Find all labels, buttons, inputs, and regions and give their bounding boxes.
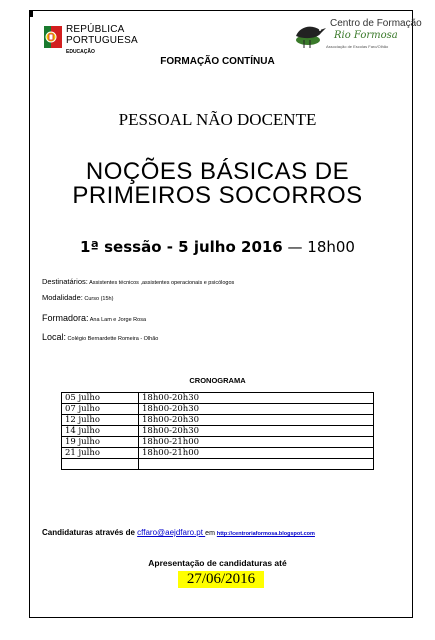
email-link[interactable]: cffaro@aejdfaro.pt <box>137 528 206 537</box>
modalidade-label: Modalidade: <box>42 293 83 302</box>
associacao-text: Associação de Escolas Faro/Olhão <box>326 44 389 49</box>
date-cell: 07 julho <box>62 404 139 415</box>
republica-text: REPÚBLICA <box>66 24 125 35</box>
date-cell: 14 julho <box>62 426 139 437</box>
formadora-label: Formadora: <box>42 313 89 323</box>
time-cell: 18h00-20h30 <box>139 426 374 437</box>
centro-formacao-logo <box>290 14 422 54</box>
time-cell: 18h00-20h30 <box>139 415 374 426</box>
date-cell: 05 julho <box>62 393 139 404</box>
session-date: 1ª sessão - 5 julho 2016 <box>80 238 283 256</box>
local-label: Local: <box>42 332 67 342</box>
session-time: 18h00 <box>307 238 355 256</box>
destinatarios-value: Assistentes técnicos ,assistentes operacionais e psicólogos <box>87 280 235 286</box>
modalidade-row <box>42 293 113 302</box>
cronograma-table <box>61 392 374 470</box>
session-line <box>0 238 435 256</box>
time-cell <box>139 459 374 470</box>
date-cell: 12 julho <box>62 415 139 426</box>
candidaturas-line <box>42 528 315 537</box>
table-row <box>62 448 374 459</box>
republica-portuguesa-logo <box>44 24 184 58</box>
table-row <box>62 437 374 448</box>
table-row <box>62 404 374 415</box>
audience-heading: PESSOAL NÃO DOCENTE <box>118 110 317 129</box>
table-row <box>62 459 374 470</box>
table-row <box>62 426 374 437</box>
educacao-text: EDUCAÇÃO <box>66 49 95 55</box>
time-cell: 18h00-20h30 <box>139 393 374 404</box>
formadora-value: Ana Lam e Jorge Rosa <box>88 317 147 323</box>
date-cell <box>62 459 139 470</box>
formadora-row <box>42 313 146 323</box>
centro-formacao-text: Centro de Formação <box>330 18 422 29</box>
time-cell: 18h00-21h00 <box>139 437 374 448</box>
cronograma-title: CRONOGRAMA <box>189 376 246 385</box>
corner-mark <box>30 11 33 17</box>
course-title-line1: NOÇÕES BÁSICAS DE <box>85 158 350 185</box>
session-dash: — <box>282 238 308 256</box>
bird-icon <box>290 18 330 52</box>
local-row <box>42 332 158 342</box>
modalidade-value: Curso (15h) <box>82 296 114 302</box>
em-text: em <box>205 530 217 537</box>
portuguesa-text: PORTUGUESA <box>66 35 138 46</box>
table-row <box>62 393 374 404</box>
rio-formosa-text: Rio Formosa <box>334 30 398 41</box>
table-row <box>62 415 374 426</box>
date-cell: 21 julho <box>62 448 139 459</box>
destinatarios-row <box>42 277 234 286</box>
time-cell: 18h00-21h00 <box>139 448 374 459</box>
course-title <box>0 160 435 208</box>
course-title-line2: PRIMEIROS SOCORROS <box>72 182 363 209</box>
deadline-label: Apresentação de candidaturas até <box>148 558 287 568</box>
formacao-continua-title: FORMAÇÃO CONTÍNUA <box>160 56 275 67</box>
portugal-shield-icon <box>44 26 62 48</box>
local-value: Colégio Bernardette Romeira - Olhão <box>66 336 159 342</box>
blog-link[interactable]: http://centroriaformosa.blogspot.com <box>216 531 315 537</box>
date-cell: 19 julho <box>62 437 139 448</box>
candidaturas-prefix: Candidaturas através de <box>42 528 138 537</box>
deadline-date: 27/06/2016 <box>178 571 264 588</box>
destinatarios-label: Destinatários: <box>42 277 88 286</box>
time-cell: 18h00-20h30 <box>139 404 374 415</box>
